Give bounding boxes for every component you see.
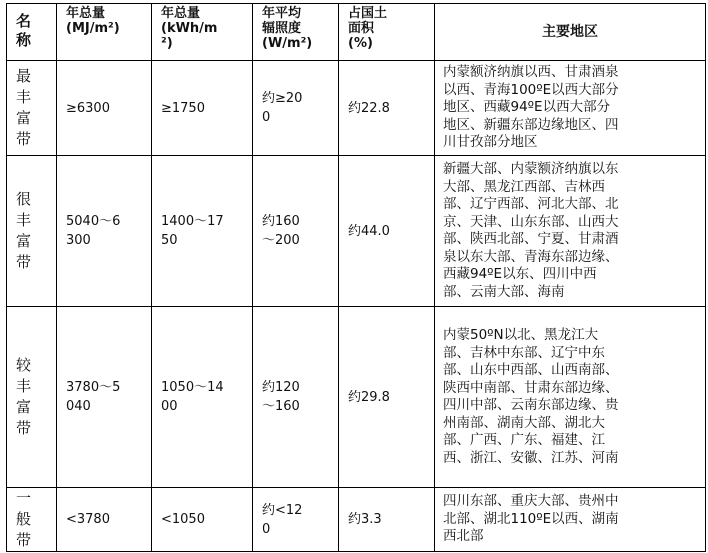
annual-mj-value: ≥6300 — [57, 61, 152, 156]
header-area-share: 占国土 面积 (%) — [339, 4, 435, 61]
table-row — [7, 307, 706, 488]
header-name: 名 称 — [7, 4, 57, 61]
regions-value: 新疆大部、内蒙额济纳旗以东 大部、黑龙江西部、吉林西 部、辽宁西部、河北大部、北 京、天津、山东东部、山西大 部、陕西北部、宁夏、甘肃酒 泉以东大部、青海东部边缘、 西藏94ºE以东、四川中西 部、云南大部、海南 — [435, 156, 706, 307]
regions-value: 内蒙额济纳旗以西、甘肃酒泉 以西、青海100ºE以西大部分 地区、西藏94ºE以西大部分 地区、新疆东部边缘地区、四 川甘孜部分地区 — [435, 61, 706, 156]
zone-name: 最 丰 富 带 — [7, 61, 57, 156]
header-annual-mj: 年总量 (MJ/m²) — [57, 4, 152, 61]
area-share-value: 约22.8 — [339, 61, 435, 156]
annual-mj-value: 3780～5 040 — [57, 307, 152, 488]
zone-name: 较 丰 富 带 — [7, 307, 57, 488]
header-avg-irradiance: 年平均 辐照度 (W/m²) — [253, 4, 339, 61]
annual-kwh-value: <1050 — [152, 488, 253, 552]
regions-value: 内蒙50ºN以北、黑龙江大 部、吉林中东部、辽宁中东 部、山东中西部、山西南部、 陕西中南部、甘肃东部边缘、 四川中部、云南东部边缘、贵 州南部、湖南大部、湖北大 部、广西、广东、福建、江 西、浙江、安徽、江苏、河南 — [435, 307, 706, 488]
header-annual-kwh: 年总量 (kWh/m ²) — [152, 4, 253, 61]
avg-irradiance-value: 约<12 0 — [253, 488, 339, 552]
annual-mj-value: <3780 — [57, 488, 152, 552]
avg-irradiance-value: 约≥20 0 — [253, 61, 339, 156]
zone-name: 很 丰 富 带 — [7, 156, 57, 307]
zone-name: 一 般 带 — [7, 488, 57, 552]
regions-value: 四川东部、重庆大部、贵州中 北部、湖北110ºE以西、湖南 西北部 — [435, 488, 706, 552]
area-share-value: 约29.8 — [339, 307, 435, 488]
solar-resource-table — [6, 3, 706, 552]
table-row — [7, 488, 706, 552]
annual-kwh-value: 1050～14 00 — [152, 307, 253, 488]
annual-kwh-value: ≥1750 — [152, 61, 253, 156]
table-row — [7, 61, 706, 156]
table-row — [7, 156, 706, 307]
annual-kwh-value: 1400～17 50 — [152, 156, 253, 307]
avg-irradiance-value: 约160 ～200 — [253, 156, 339, 307]
avg-irradiance-value: 约120 ～160 — [253, 307, 339, 488]
header-regions: 主要地区 — [435, 4, 706, 61]
area-share-value: 约44.0 — [339, 156, 435, 307]
area-share-value: 约3.3 — [339, 488, 435, 552]
annual-mj-value: 5040～6 300 — [57, 156, 152, 307]
header-row — [7, 4, 706, 61]
